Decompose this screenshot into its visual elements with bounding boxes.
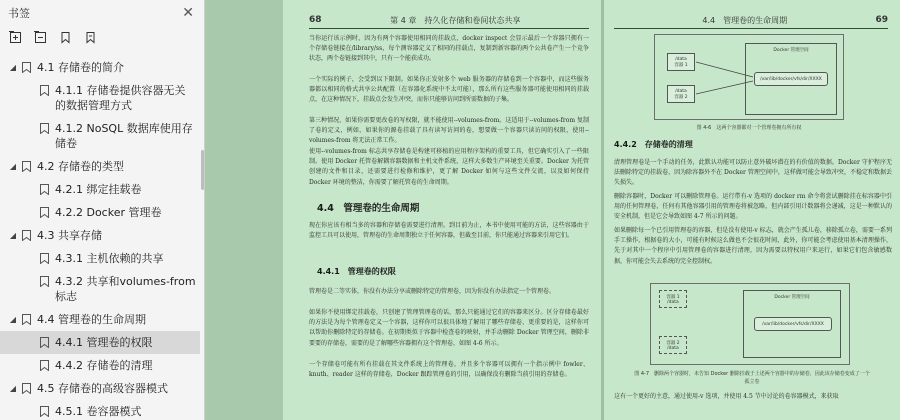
bookmark-label: 4.4.2 存储卷的清理 [55, 359, 153, 372]
bookmark-icon [40, 360, 49, 371]
bookmark-item-4-4-2[interactable] [0, 354, 200, 377]
connector-lines [655, 35, 845, 121]
paragraph: 如果你不使用绑定挂载卷，只创建了管理管理卷的话，那么只能通过它们的容器来区分。区分存储卷最好的方法是为每个管理卷定义一个容器，这样你可以很具体地了解用了哪些存储卷，更重要的是，这样你可以帮助你删除特定的存储卷。在初期类似于容器中检查卷的映射，并手动删除 Docker 管理空间，删除非要要的存储卷，需要的是了解哪些容器拥有这个管理卷，如图 4-6 所示。 [309, 309, 589, 347]
volume-box: /var/lib/docker/vfs/dir/XXXX [754, 72, 828, 86]
docker-space-label: Docker 管理空间 [773, 48, 809, 53]
bookmark-item-4-3-2[interactable] [0, 270, 200, 308]
bookmark-label: 4.3.1 主机依赖的共享 [55, 252, 164, 265]
sidebar-scrollbar[interactable] [201, 150, 204, 190]
bookmark-icon [40, 85, 49, 96]
bookmarks-sidebar [0, 0, 205, 420]
bookmark-icon [22, 161, 31, 172]
bookmark-label: 4.1 存储卷的简介 [37, 61, 124, 74]
chevron-down-icon[interactable]: ◢ [9, 63, 16, 72]
sidebar-title: 书签 [8, 7, 30, 20]
figure-caption: 图 4-6 这两个容器都对一个管理卷拥有所有权 [696, 125, 802, 131]
bookmark-add-icon[interactable] [84, 31, 97, 44]
bookmark-item-4-2[interactable] [0, 155, 200, 178]
figure-4-6 [654, 34, 844, 120]
bookmark-label: 4.3 共享存储 [37, 229, 102, 242]
bookmark-item-4-1[interactable] [0, 56, 200, 79]
bookmark-icon [22, 383, 31, 394]
sidebar-header [0, 0, 204, 26]
bookmark-icon [40, 337, 49, 348]
container-box: 容器 1 /data [659, 290, 687, 308]
volume-box: /var/lib/docker/vfs/dir/XXXX [754, 317, 832, 331]
bookmark-label: 4.2.1 绑定挂载卷 [55, 183, 142, 196]
bookmark-item-4-1-1[interactable] [0, 79, 200, 117]
container-box: /data 容器 2 [667, 85, 695, 103]
paragraph: 一个实际的例子，会受到以下限制。如果你正发射多个 web 服务器的存储卷到一个容器中，而这些服务器都以相同的格式共享公共配置（在容器化系统中不太可能），那么所有这些服务器可能使用相同的挂载点，在这种情况下，挂载点会发生冲突，而你只能够访问到所需数据的子集。 [309, 76, 589, 104]
bookmark-label: 4.5.1 卷容器模式 [55, 405, 142, 418]
bookmark-label: 4.2 存储卷的类型 [37, 160, 124, 173]
bookmark-icon [40, 184, 49, 195]
page-number: 68 [309, 15, 322, 25]
bookmark-icon [40, 123, 49, 134]
paragraph: 清理管理卷是一个手动的任务，此默认功能可以防止意外破坏潜在的有价值的数据。Docker 守护程序无法删除特定的挂载卷，因为除容器外不在 Docker 管理空间中，这样做可能会导致冲突，不稳定和数据丢失损失。 [614, 159, 892, 187]
paragraph: 一个存储卷可能有所有挂载在其文件系统上的管理卷，并且多个容器可以拥有一个指示例中 fowler、knuth、reader 这样的存储卷，Docker 跟踪管理卷的引用，以确保没有删除当前引用的存储卷。 [309, 361, 589, 379]
bookmark-item-4-2-1[interactable] [0, 178, 200, 201]
container-box: 容器 2 /data [659, 336, 687, 354]
bookmark-item-4-5-1[interactable] [0, 400, 200, 420]
document-page-right [604, 0, 900, 420]
page-number: 69 [875, 15, 888, 25]
bookmark-icon[interactable] [59, 31, 72, 44]
bookmark-label: 4.3.2 共享和volumes-from 标志 [55, 275, 196, 303]
paragraph: 现在你应该有相当多的容器和存储卷需要进行清理。到目前为止，本书中使用可能的方法，这些容器由于监控工具可以使用，管理卷的生命周期独立于任何容器，但截至目前，你只能通过容器来引用它们。 [309, 222, 589, 240]
bookmark-icon [40, 207, 49, 218]
container-box: /data 容器 1 [667, 53, 695, 71]
bookmark-icon [40, 253, 49, 264]
bookmark-item-4-2-2[interactable] [0, 201, 200, 224]
bookmark-label: 4.1.2 NoSQL 数据库使用存储卷 [55, 122, 193, 150]
section-title: 4.4 管理卷的生命周期 [317, 203, 420, 214]
page-header [309, 15, 589, 29]
sidebar-toolbar [0, 26, 204, 48]
bookmark-label: 4.4 管理卷的生命周期 [37, 313, 146, 326]
expand-all-icon[interactable] [9, 31, 22, 44]
bookmark-label: 4.4.1 管理卷的权限 [55, 336, 153, 349]
bookmark-item-4-1-2[interactable] [0, 117, 200, 155]
bookmark-icon [22, 230, 31, 241]
close-icon[interactable]: ✕ [182, 5, 194, 21]
paragraph: 管理卷是二等实体，你没有办法分享或删除特定的管理卷，因为你没有办法指定一个管理卷。 [309, 288, 556, 295]
running-head: 4.4 管理卷的生命周期 [702, 16, 788, 25]
chevron-down-icon[interactable]: ◢ [9, 162, 16, 171]
bookmark-item-4-3-1[interactable] [0, 247, 200, 270]
paragraph: 这有一个更好的主意，通过使用-v 选项，并使用 4.5 节中讨论的卷容器模式，来获取 [614, 393, 839, 400]
running-head: 第 4 章 持久化存储和卷间状态共享 [390, 16, 521, 25]
bookmark-icon [40, 276, 49, 287]
bookmark-item-4-4[interactable] [0, 308, 200, 331]
subsection-title: 4.4.2 存储卷的清理 [614, 140, 693, 149]
chevron-down-icon[interactable]: ◢ [9, 315, 16, 324]
bookmark-icon [22, 62, 31, 73]
bookmark-icon [40, 406, 49, 417]
page-header [614, 15, 888, 29]
bookmark-item-4-4-1[interactable] [0, 331, 200, 354]
docker-space-label: Docker 管理空间 [774, 295, 810, 300]
subsection-title: 4.4.1 管理卷的权限 [317, 267, 396, 276]
figure-caption: 图 4-7 删除两个容器时，未告知 Docker 删除挂载于上述两个容器中的存储卷，因此该存储卷变成了一个孤立卷 [634, 371, 870, 385]
paragraph: 第三种情况，如果你需要更改卷的写权限，就不能使用--volumes-from。这适用于--volumes-from 复制了卷的定义，例如，如果你的源卷挂载了具有读写访问的卷，想要做一个容器只读访问的权限，使用--volumes-from 将无法正常工作。 [309, 117, 589, 145]
docker-space-box [743, 290, 841, 358]
bookmark-label: 4.2.2 Docker 管理卷 [55, 206, 162, 219]
paragraph: 删除容器时，Docker 可以删除管理卷。运行带有-v 选项的 docker rm 命令将尝试删除挂在标容器中引用的任何管理卷，任何有其他容器引用的管理卷将被忽略，但内部引用计数器将会递减，这是一种默认的安全机制，但是它会导致如图 4-7 所示的问题。 [614, 193, 892, 221]
collapse-all-icon[interactable] [34, 31, 47, 44]
document-page-left [283, 0, 601, 420]
chevron-down-icon[interactable]: ◢ [9, 231, 16, 240]
figure-4-7 [650, 283, 850, 365]
paragraph: 当你运行该示例时，因为有两个容器使用相同的挂载点，docker inspect 会显示最后一个容器只拥有一个存储卷链接在/library/ss，每个测容器定义了相同的挂载点，复制到新容器的两个公共卷产生一个竞争状态，两个卷链接到其中，只有一个能获成功。 [309, 35, 589, 63]
bookmark-item-4-5[interactable] [0, 377, 200, 400]
paragraph: 使用--volumes-from 标志共享存储卷是构建可移植的应用程序架构的重要工具，但它确实引入了一些限制。使用 Docker 托管卷解耦容器数据和主机文件系统，这样大多数生产环境至关重要。Docker 为托管创建的文件和目录，还需要进行检修和维护，更了解 Docker 如何与这些文件交流，以及如何保持 Docker 环境的整洁，你需要了解托管卷的生命周期。 [309, 148, 589, 186]
paragraph: 如果删除每一个已引用管理卷的容器，但是没有使用-v 标志，就会产生孤儿卷，移除孤立卷，需要一系列手工操作，根据卷的大小，可能有时候这么做也不会很花时间，此外，你可能会考虑使用基本清理操作，先于对其中一个程序中引用管理卷的容器进行清理，因为需要以特权用户来运行，如果它们包含敏感数据，你可能会失去系统的完全控制权。 [614, 227, 892, 265]
bookmark-icon [22, 314, 31, 325]
bookmark-tree [0, 56, 200, 420]
bookmark-label: 4.5 存储卷的高级容器模式 [37, 382, 168, 395]
bookmark-label: 4.1.1 存储卷提供容器无关的数据管理方式 [55, 84, 186, 112]
chevron-down-icon[interactable]: ◢ [9, 384, 16, 393]
bookmark-item-4-3[interactable] [0, 224, 200, 247]
